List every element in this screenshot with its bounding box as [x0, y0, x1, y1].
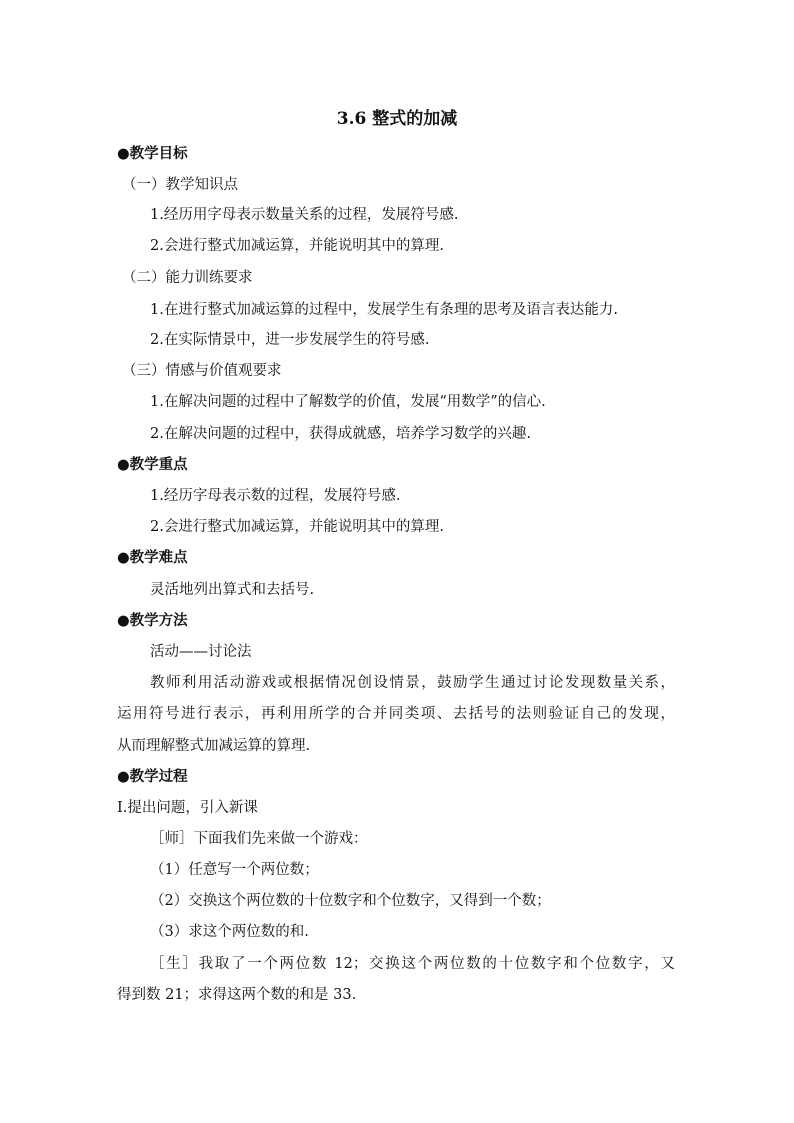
- method-paragraph-line: 运用符号进行表示，再利用所学的合并同类项、去括号的法则验证自己的发现，: [117, 706, 675, 722]
- method-paragraph-line: 教师利用活动游戏或根据情况创设情景，鼓励学生通过讨论发现数量关系，: [150, 675, 675, 691]
- student-line: ［生］我取了一个两位数 12；交换这个两位数的十位数字和个位数字，又: [150, 956, 675, 972]
- game-step: （1）任意写一个两位数；: [150, 862, 319, 878]
- teacher-line: ［师］下面我们先来做一个游戏：: [150, 831, 368, 847]
- goal-item: 2.在实际情景中，进一步发展学生的符号感.: [150, 332, 430, 348]
- heading-methods: ●教学方法: [117, 612, 188, 629]
- difficulty-item: 灵活地列出算式和去括号.: [150, 582, 315, 598]
- method-paragraph-line: 从而理解整式加减运算的算理.: [117, 738, 311, 754]
- goal-item: 2.会进行整式加减运算，并能说明其中的算理.: [150, 238, 444, 254]
- heading-difficulties: ●教学难点: [117, 549, 188, 566]
- goal-item: 1.在解决问题的过程中了解数学的价值，发展“用数学”的信心.: [150, 394, 546, 410]
- subheading-values: （三）情感与价值观要求: [122, 363, 282, 379]
- subheading-ability: （二）能力训练要求: [122, 270, 253, 286]
- key-point-item: 1.经历字母表示数的过程，发展符号感.: [150, 488, 401, 504]
- method-name: 活动——讨论法: [150, 644, 252, 660]
- heading-process: ●教学过程: [117, 768, 188, 785]
- game-step: （3）求这个两位数的和.: [150, 924, 309, 940]
- goal-item: 1.经历用字母表示数量关系的过程，发展符号感.: [150, 207, 459, 223]
- heading-goals: ●教学目标: [117, 145, 188, 162]
- goal-item: 2.在解决问题的过程中，获得成就感，培养学习数学的兴趣.: [150, 426, 531, 442]
- heading-key-points: ●教学重点: [117, 456, 188, 473]
- goal-item: 1.在进行整式加减运算的过程中，发展学生有条理的思考及语言表达能力.: [150, 302, 618, 318]
- subheading-knowledge: （一）教学知识点: [122, 177, 238, 193]
- process-step-title: Ⅰ.提出问题，引入新课: [117, 800, 258, 816]
- page-title: 3.6 整式的加减: [336, 109, 458, 129]
- key-point-item: 2.会进行整式加减运算，并能说明其中的算理.: [150, 519, 444, 535]
- game-step: （2）交换这个两位数的十位数字和个位数字，又得到一个数；: [150, 893, 551, 909]
- student-line: 得到数 21；求得这两个数的和是 33.: [117, 987, 357, 1003]
